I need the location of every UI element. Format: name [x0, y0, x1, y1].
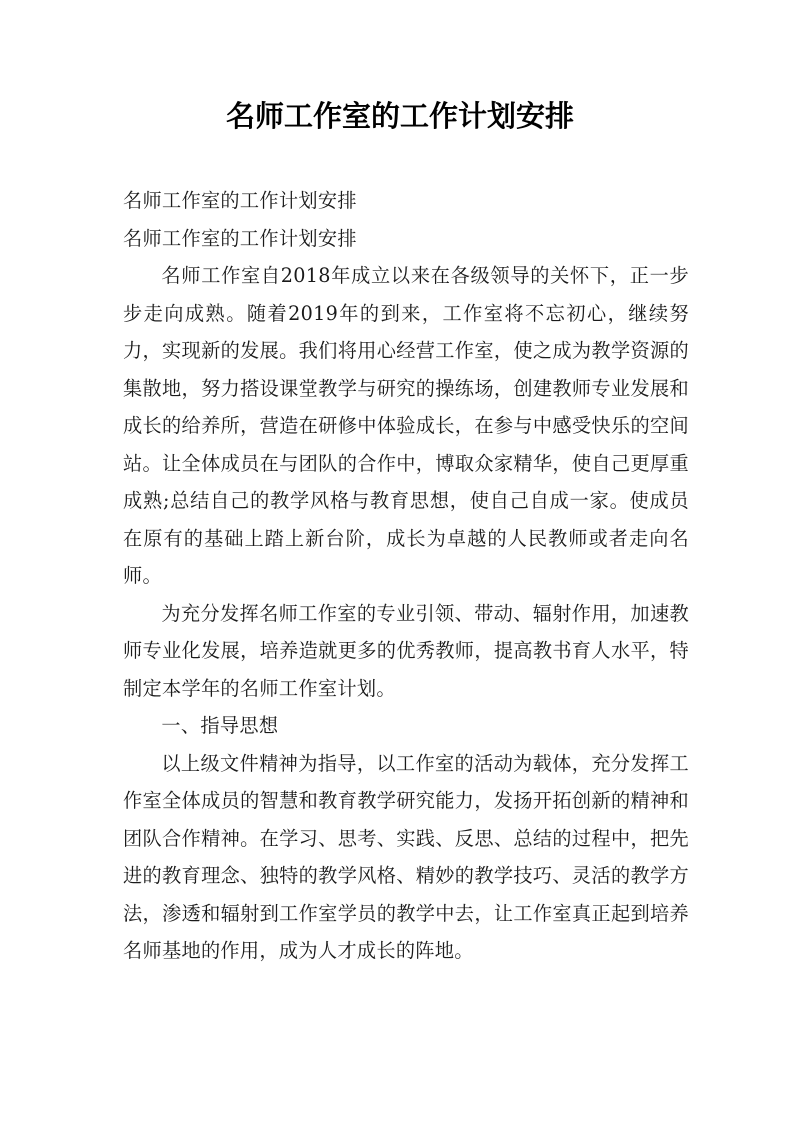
paragraph-guiding-thought: 以上级文件精神为指导，以工作室的活动为载体，充分发挥工作室全体成员的智慧和教育教学研究能力，发扬开拓创新的精神和团队合作精神。在学习、思考、实践、反思、总结的过程中，把先进的教育理念、独特的教学风格、精妙的教学技巧、灵活的教学方法，渗透和辐射到工作室学员的教学中去，让工作室真正起到培养名师基地的作用，成为人才成长的阵地。	[123, 751, 689, 962]
paragraph-intro: 名师工作室自2018年成立以来在各级领导的关怀下，正一步步走向成熟。随着2019年的到来，工作室将不忘初心，继续努力，实现新的发展。我们将用心经营工作室，使之成为教学资源的集散地，努力搭设课堂教学与研究的操练场，创建教师专业发展和成长的给养所，营造在研修中体验成长，在参与中感受快乐的空间站。让全体成员在与团队的合作中，博取众家精华，使自己更厚重成熟;总结自己的教学风格与教育思想，使自己自成一家。使成员在原有的基础上踏上新台阶，成长为卓越的人民教师或者走向名师。	[123, 264, 689, 587]
section-heading: 一、指导思想	[161, 714, 279, 737]
subtitle-line: 名师工作室的工作计划安排	[123, 226, 357, 250]
paragraph-purpose: 为充分发挥名师工作室的专业引领、带动、辐射作用，加速教师专业化发展，培养造就更多的优秀教师，提高教书育人水平，特制定本学年的名师工作室计划。	[123, 601, 689, 700]
document-body	[123, 182, 689, 970]
subtitle-line: 名师工作室的工作计划安排	[123, 189, 357, 212]
document-title: 名师工作室的工作计划安排	[225, 99, 574, 133]
